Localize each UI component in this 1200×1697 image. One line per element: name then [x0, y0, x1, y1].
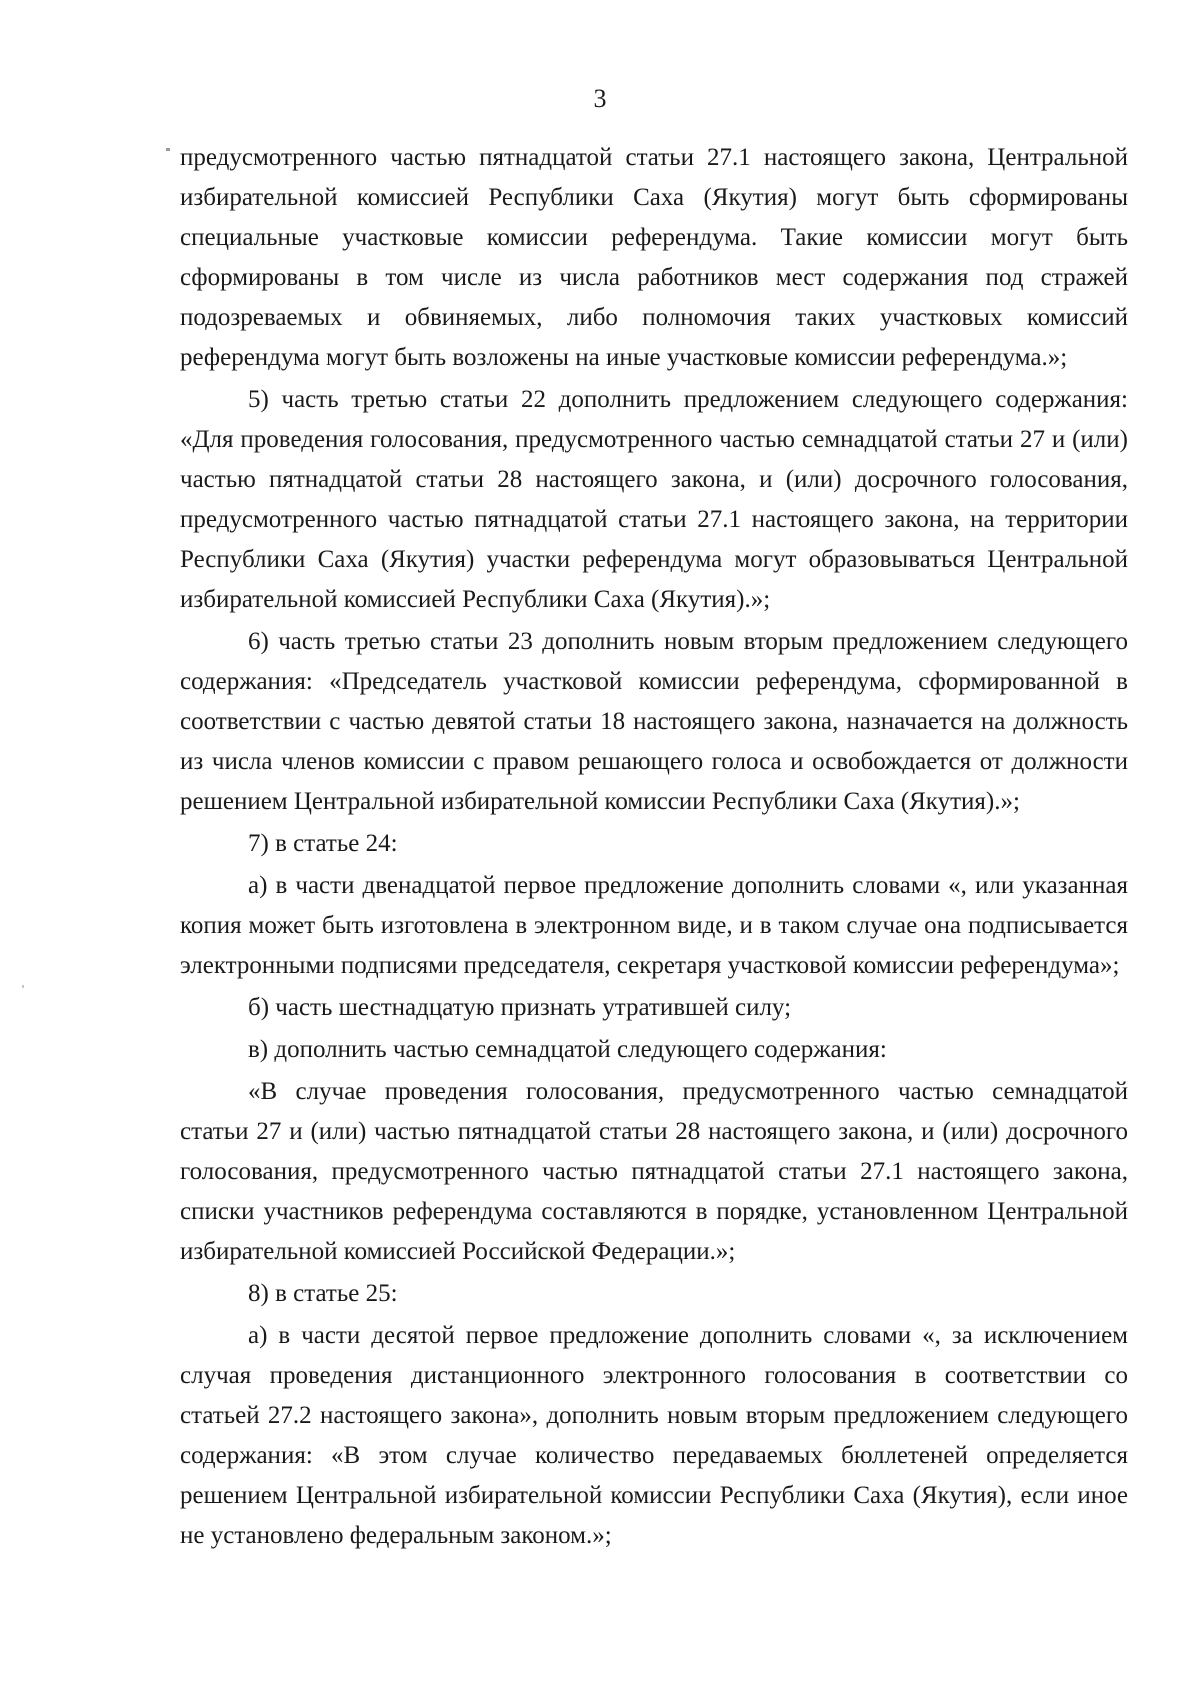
paragraph-item-5: 5) часть третью статьи 22 дополнить предложением следующего содержания: «Для проведения голосования, предусмотренного частью семнадцатой статьи 27 и (или) частью пятнадцатой статьи 28 настоящего закона, и (или) досрочного голосования, предусмотренного частью пятнадцатой статьи 27.1 настоящего закона, на территории Республики Саха (Якутия) участки референдума могут образовываться Центральной избирательной комиссией Республики Саха (Якутия).»;	[180, 386, 1128, 613]
paragraph-item-7a: а) в части двенадцатой первое предложение дополнить словами «, или указанная копия может быть изготовлена в электронном виде, и в таком случае она подписывается электронными подписями председателя, секретаря участковой комиссии референдума»;	[180, 872, 1128, 979]
scan-artifact	[22, 985, 24, 988]
paragraph-item-8: 8) в статье 25:	[248, 1280, 398, 1307]
paragraph-item-7v: в) дополнить частью семнадцатой следующего содержания:	[248, 1036, 887, 1063]
paragraph-quote-17: «В случае проведения голосования, предусмотренного частью семнадцатой статьи 27 и (или) частью пятнадцатой статьи 28 настоящего закона, и (или) досрочного голосования, предусмотренного частью пятнадцатой статьи 27.1 настоящего закона, списки участников референдума составляются в порядке, установленном Центральной избирательной комиссией Российской Федерации.»;	[180, 1078, 1128, 1265]
scan-artifact	[166, 148, 170, 151]
paragraph-continuation: предусмотренного частью пятнадцатой статьи 27.1 настоящего закона, Центральной избирательной комиссией Республики Саха (Якутия) могут быть сформированы специальные участковые комиссии референдума. Такие комиссии могут быть сформированы в том числе из числа работников мест содержания под стражей подозреваемых и обвиняемых, либо полномочия таких участковых комиссий референдума могут быть возложены на иные участковые комиссии референдума.»;	[180, 144, 1128, 371]
paragraph-item-7b: б) часть шестнадцатую признать утратившей силу;	[248, 994, 792, 1021]
paragraph-item-8a: а) в части десятой первое предложение дополнить словами «, за исключением случая проведения дистанционного электронного голосования в соответствии со статьей 27.2 настоящего закона», дополнить новым вторым предложением следующего содержания: «В этом случае количество передаваемых бюллетеней определяется решением Центральной избирательной комиссии Республики Саха (Якутия), если иное не установлено федеральным законом.»;	[180, 1322, 1128, 1549]
paragraph-item-6: 6) часть третью статьи 23 дополнить новым вторым предложением следующего содержания: «Председатель участковой комиссии референдума, сформированной в соответствии с частью девятой статьи 18 настоящего закона, назначается на должность из числа членов комиссии с правом решающего голоса и освобождается от должности решением Центральной избирательной комиссии Республики Саха (Якутия).»;	[180, 628, 1128, 815]
document-body	[180, 138, 1128, 1556]
paragraph-item-7: 7) в статье 24:	[248, 830, 398, 857]
page-number: 3	[593, 84, 607, 113]
